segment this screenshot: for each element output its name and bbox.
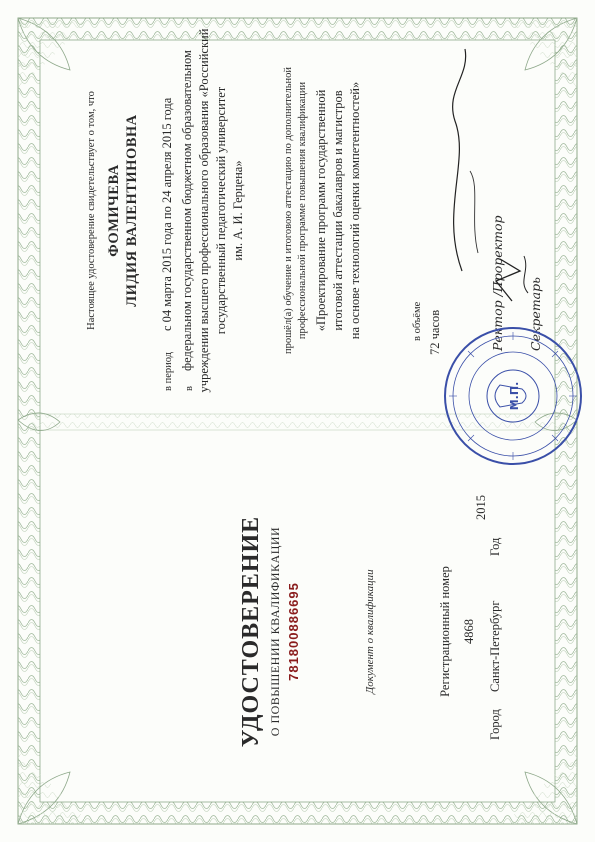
volume-value: 72 часов	[428, 309, 442, 355]
passed-line-2: профессиональной программе повышения квалификации	[297, 81, 308, 340]
registration-number: 4868	[462, 619, 476, 644]
official-seal	[438, 321, 588, 471]
certificate-subtitle: О ПОВЫШЕНИИ КВАЛИФИКАЦИИ	[268, 526, 282, 737]
period-label: в период	[163, 351, 174, 391]
year-value: 2015	[474, 495, 488, 520]
org-line-3: государственный педагогический университет	[214, 86, 228, 335]
program-line-3: на основе технологий оценки компетентностей»	[348, 81, 362, 340]
seal-center-text: М.П.	[508, 381, 521, 411]
period-value: с 04 марта 2015 года по 24 апреля 2015 года	[160, 97, 174, 331]
city-value: Санкт-Петербург	[488, 600, 502, 692]
certify-text: Настоящее удостоверение свидетельствует о том, что	[86, 91, 97, 330]
person-surname: ФОМИЧЕВА	[106, 164, 122, 257]
program-line-2: итоговой аттестации бакалавров и магистров	[331, 90, 345, 331]
org-line-2: учреждении высшего профессионального образования «Российский	[197, 28, 211, 393]
certificate-title: УДОСТОВЕРЕНИЕ	[238, 515, 264, 748]
document-type: Документ о квалификации	[364, 569, 376, 694]
org-line-4: им. А. И. Герцена»	[231, 160, 245, 261]
secretary-label: Секретарь	[528, 277, 543, 351]
volume-label: в объёме	[412, 301, 423, 341]
year-label: Год	[488, 537, 502, 556]
person-name: ЛИДИЯ ВАЛЕНТИНОВНА	[124, 114, 140, 307]
passed-line-1: прошёл(а) обучение и итоговою аттестацию по дополнительной	[283, 66, 294, 355]
left-page	[0, 421, 595, 842]
certificate-number: 781800886695	[286, 582, 301, 681]
program-line-1: «Проектирование программ государственной	[314, 89, 328, 332]
rector-label: Ректор /Проректор	[490, 215, 505, 351]
in-label: в	[184, 386, 195, 391]
city-label: Город	[488, 709, 502, 740]
registration-label: Регистрационный номер	[438, 566, 452, 697]
org-line-1: федеральном государственном бюджетном образовательном	[180, 50, 194, 371]
